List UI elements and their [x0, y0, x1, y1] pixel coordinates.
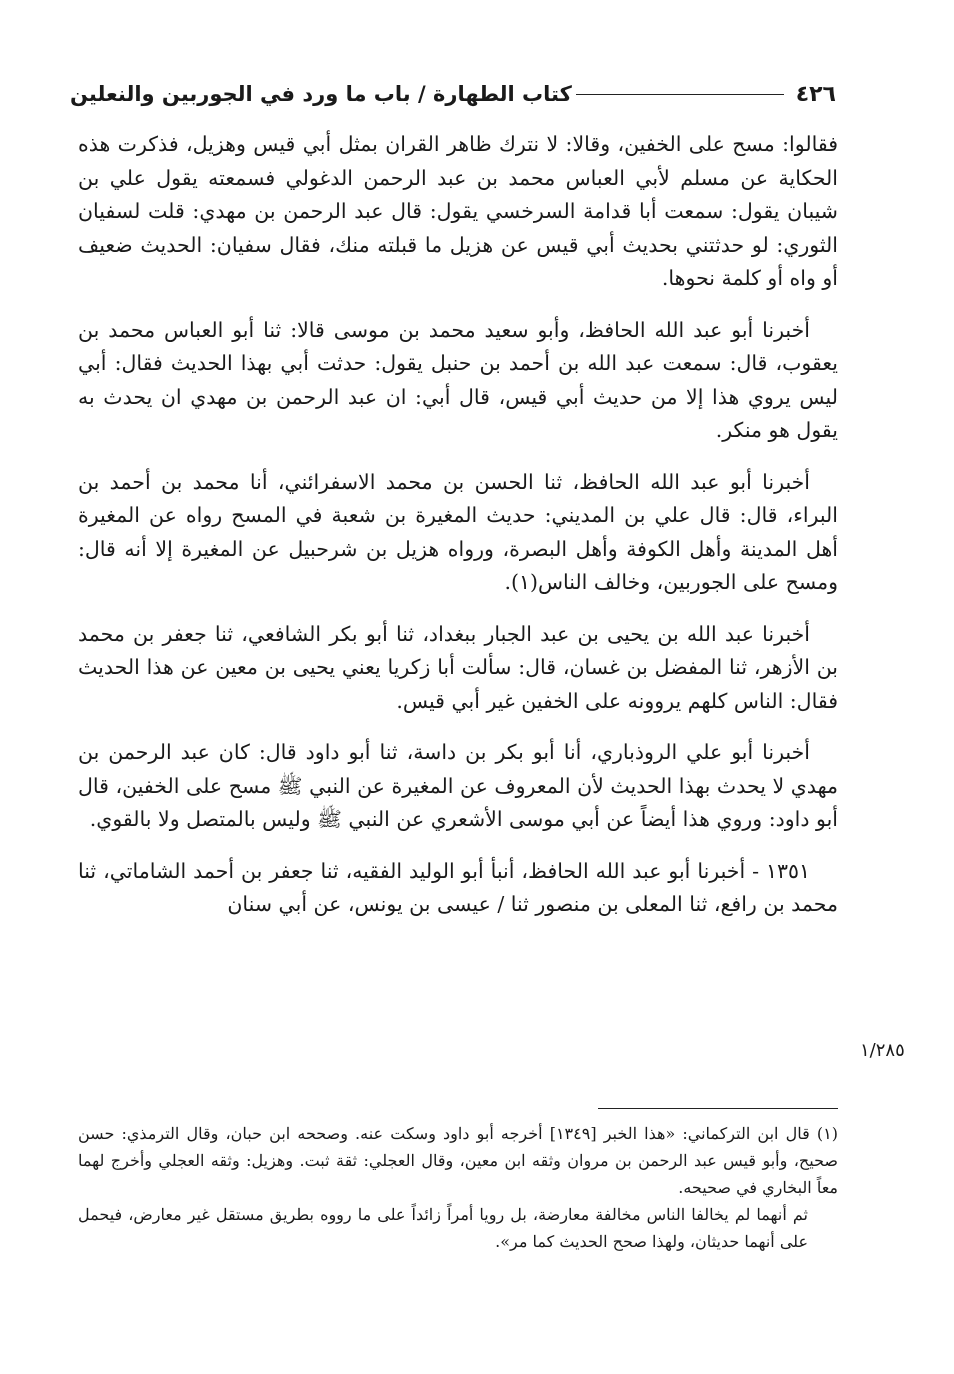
running-title: كتاب الطهارة / باب ما ورد في الجوربين والنعلين: [70, 82, 572, 106]
page-number: ٤٢٦: [795, 81, 836, 107]
paragraph-5: أخبرنا أبو علي الروذباري، أنا أبو بكر بن داسة، ثنا أبو داود قال: كان عبد الرحمن بن مهدي لا يحدث بهذا الحديث لأن المعروف عن المغيرة عن النبي ﷺ مسح على الخفين، قال أبو داود: وروي هذا أيضاً عن أبي موسى الأشعري عن النبي ﷺ وليس بالمتصل ولا بالقوي.: [78, 740, 838, 831]
footnote-rule: [598, 1108, 838, 1109]
page-header: [70, 76, 836, 112]
paragraph-1: فقالوا: مسح على الخفين، وقالا: لا نترك ظاهر القران بمثل أبي قيس وهزيل، فذكرت هذه الحكاية عن مسلم لأبي العباس محمد بن عبد الرحمن الدغولي فسمعته يقول علي بن شيبان يقول: سمعت أبا قدامة السرخسي يقول: قال عبد الرحمن بن مهدي: قلت لسفيان الثوري: لو حدثتني بحديث أبي قيس عن هزيل ما قبلته منك، فقال سفيان: الحديث ضعيف أو واه أو كلمة نحوها.: [78, 132, 838, 290]
footnotes: [78, 1120, 838, 1255]
paragraph-3: أخبرنا أبو عبد الله الحافظ، ثنا الحسن بن محمد الاسفرائني، أنا محمد بن أحمد بن البراء، قال: قال علي بن المديني: حديث المغيرة بن شعبة في المسح رواه عن المغيرة أهل المدينة وأهل الكوفة وأهل البصرة، ورواه هزيل بن شرحبيل عن المغيرة إلا أنه قال: ومسح على الجوربين، وخالف الناس(١).: [78, 469, 838, 594]
paragraph-2: أخبرنا أبو عبد الله الحافظ، وأبو سعيد محمد بن موسى قالا: ثنا أبو العباس محمد بن يعقوب، قال: سمعت عبد الله بن أحمد بن حنبل يقول: حدثت أبي بهذا الحديث فقال: أبي ليس يروي هذا إلا من حديث أبي قيس، قال أبي: ان عبد الرحمن بن مهدي ان يحدث به يقول هو منكر.: [78, 317, 838, 442]
footnote-1: (١) قال ابن التركماني: «هذا الخبر [١٣٤٩] أخرجه أبو داود وسكت عنه. وصححه ابن حبان، وقال الترمذي: حسن صحيح، وأبو قيس عبد الرحمن بن مروان وثقه ابن معين، وقال العجلي: ثقة ثبت. وهزيل: وثقه العجلي وأخرج لهما معاً البخاري في صحيحه.: [78, 1124, 839, 1197]
footnote-1-continuation: ثم أنهما لم يخالفا الناس مخالفة معارضة، بل رويا أمراً زائداً على ما رووه بطريق مستقل غير معارض، فيحمل على أنهما حديثان، ولهذا صحح الحديث كما مر».: [78, 1205, 808, 1251]
margin-reference: ١/٢٨٥: [860, 1040, 905, 1061]
main-text: [78, 128, 838, 940]
paragraph-4: أخبرنا عبد الله بن يحيى بن عبد الجبار ببغداد، ثنا أبو بكر الشافعي، ثنا جعفر بن محمد بن الأزهر، ثنا المفضل بن غسان، قال: سألت أبا زكريا يعني يحيى بن معين عن هذا الحديث فقال: الناس كلهم يروونه على الخفين غير أبي قيس.: [78, 621, 838, 713]
header-rule: [576, 94, 784, 95]
paragraph-6: ١٣٥١ - أخبرنا أبو عبد الله الحافظ، أنبأ أبو الوليد الفقيه، ثنا جعفر بن أحمد الشاماتي، ثنا محمد بن رافع، ثنا المعلى بن منصور ثنا / عيسى بن يونس، عن أبي سنان: [78, 858, 838, 916]
